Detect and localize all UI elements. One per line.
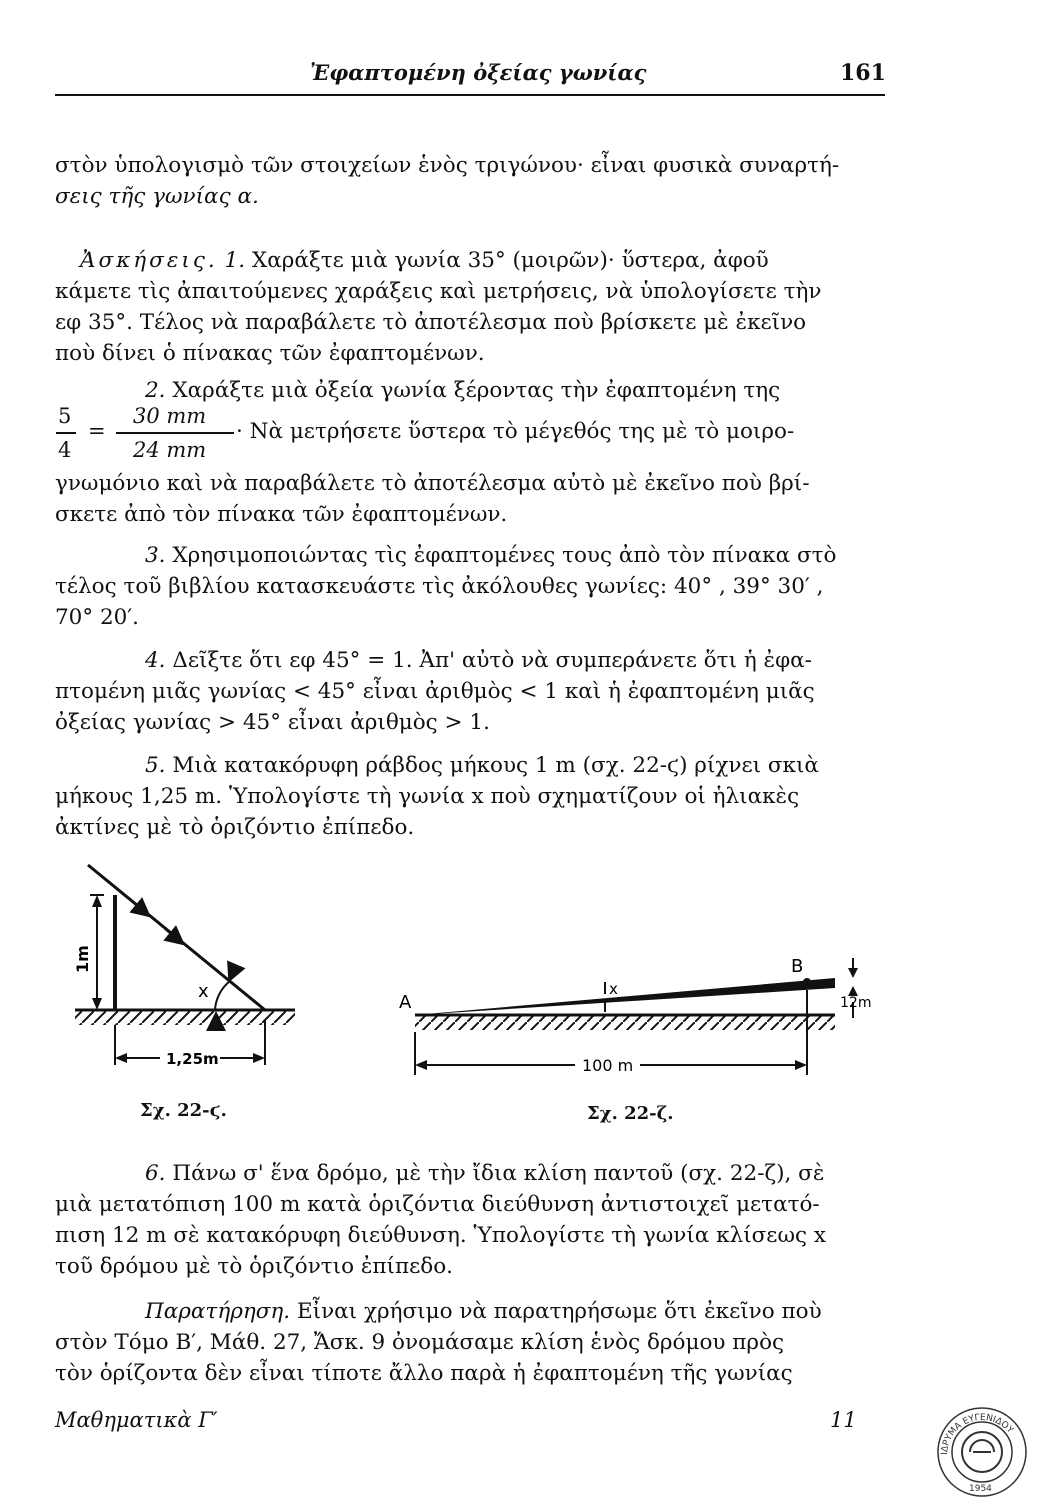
exercise-4-line-1: Δεῖξτε ὅτι εφ 45° = 1. Ἀπ' αὐτὸ νὰ συμπεράνετε ὅτι ἡ ἐφα- (172, 648, 812, 673)
exercise-1-number: 1. (224, 248, 246, 273)
exercise-3 (55, 540, 885, 633)
exercise-2 (55, 375, 885, 406)
header-rule (55, 94, 885, 96)
exercises-label: Ἀσκήσεις. (80, 248, 218, 273)
foundation-seal (935, 1405, 1030, 1500)
footer-book-title: Μαθηματικὰ Γ′ (55, 1408, 218, 1432)
exercise-6-line-3: πιση 12 m σὲ κατακόρυφη διεύθυνση. Ὑπολογίστε τὴ γωνία κλίσεως x (55, 1223, 826, 1248)
exercise-4-number: 4. (145, 648, 166, 673)
point-a-label: A (399, 992, 412, 1013)
height-arrow-down (92, 998, 102, 1010)
ground-hatching (415, 1016, 835, 1030)
road-incline (415, 978, 835, 1015)
equals-sign: = (88, 419, 106, 443)
page-number: 161 (840, 60, 886, 86)
remark-label: Παρατήρηση. (145, 1299, 291, 1324)
exercise-4 (55, 645, 885, 738)
intro-line-2: σεις τῆς γωνίας α. (55, 184, 259, 209)
figure-22-z (395, 950, 885, 1085)
shadow-arrow-right (253, 1053, 265, 1063)
exercise-2-line-4: σκετε ἀπὸ τὸν πίνακα τῶν ἐφαπτομένων. (55, 502, 508, 527)
rise-label: 12m (840, 995, 872, 1011)
ray-arrow-2 (165, 929, 182, 943)
run-label: 100 m (582, 1056, 634, 1075)
ground-hatching (75, 1011, 295, 1025)
figure-22-st-caption: Σχ. 22-ϛ. (140, 1100, 227, 1121)
remark-paragraph (55, 1296, 885, 1389)
fraction-30mm-numerator: 30 mm (133, 404, 207, 428)
fraction-5-numerator: 5 (58, 404, 72, 428)
running-header-title: Ἐφαπτομένη ὀξείας γωνίας (310, 60, 647, 85)
exercise-2-line-2: · Νὰ μετρήσετε ὕστερα τὸ μέγεθός της μὲ τὸ μοιρο- (236, 419, 795, 444)
exercise-6-line-2: μιὰ μετατόπιση 100 m κατὰ ὁριζόντια διεύθυνση ἀντιστοιχεῖ μετατό- (55, 1192, 820, 1217)
exercise-5-line-2: μήκους 1,25 m. Ὑπολογίστε τὴ γωνία x ποὺ σχηματίζουν οἱ ἡλιακὲς (55, 784, 800, 809)
angle-x-label: x (198, 981, 209, 1002)
exercise-3-line-1: Χρησιμοποιώντας τὶς ἐφαπτομένες τους ἀπὸ τὸν πίνακα στὸ (172, 543, 837, 568)
exercise-3-line-3: 70° 20′. (55, 605, 140, 630)
exercise-1-line-4: ποὺ δίνει ὁ πίνακας τῶν ἐφαπτομένων. (55, 341, 485, 366)
footer-signature-number: 11 (830, 1408, 857, 1432)
angle-arc (215, 981, 230, 1010)
remark-line-1: Εἶναι χρήσιμο νὰ παρατηρήσωμε ὅτι ἐκεῖνο ποὺ (296, 1299, 822, 1324)
rise-arrowhead-top (848, 968, 858, 978)
height-label: 1m (73, 945, 92, 973)
fraction-bar-1 (56, 432, 76, 434)
angle-x-label: x (609, 980, 618, 998)
remark-line-3: τὸν ὁρίζοντα δὲν εἶναι τίποτε ἄλλο παρὰ ἡ ἐφαπτομένη τῆς γωνίας (55, 1361, 793, 1386)
exercise-5-line-3: ἀκτίνες μὲ τὸ ὁριζόντιο ἐπίπεδο. (55, 815, 415, 840)
intro-line-1: στὸν ὑπολογισμὸ τῶν στοιχείων ἑνὸς τριγώνου· εἶναι φυσικὰ συναρτή- (55, 153, 840, 178)
figure-22-z-caption: Σχ. 22-ζ. (587, 1103, 674, 1124)
exercise-1-line-1: Χαράξτε μιὰ γωνία 35° (μοιρῶν)· ὕστερα, ἀφοῦ (251, 248, 769, 273)
exercise-5-line-1: Μιὰ κατακόρυφη ράβδος μήκους 1 m (σχ. 22-ϛ) ρίχνει σκιὰ (172, 753, 819, 778)
ray-arrow-1 (130, 900, 148, 915)
fraction-4-denominator: 4 (58, 438, 72, 462)
point-b (803, 978, 811, 986)
seal-foundation-name: ΙΔΡΥΜΑ ΕΥΓΕΝΙΔΟΥ (939, 1412, 1015, 1456)
figure-22-st (70, 855, 300, 1075)
fraction-bar-2 (116, 432, 234, 434)
exercise-1-line-3: εφ 35°. Τέλος νὰ παραβάλετε τὸ ἀποτέλεσμα ποὺ βρίσκετε μὲ ἐκεῖνο (55, 310, 807, 335)
exercise-5-number: 5. (145, 753, 166, 778)
exercise-4-line-2: πτομένη μιᾶς γωνίας < 45° εἶναι ἀριθμὸς < 1 καὶ ἡ ἐφαπτομένη μιᾶς (55, 679, 815, 704)
exercise-6-number: 6. (145, 1161, 166, 1186)
exercise-2-line-1: Χαράξτε μιὰ ὀξεία γωνία ξέροντας τὴν ἐφαπτομένη της (172, 378, 781, 403)
svg-text:ΙΔΡΥΜΑ ΕΥΓΕΝΙΔΟΥ (940, 1413, 1015, 1455)
exercise-6-line-1: Πάνω σ' ἕνα δρόμο, μὲ τὴν ἴδια κλίση παντοῦ (σχ. 22-ζ), σὲ (172, 1161, 825, 1186)
angle-arrow-top (230, 965, 236, 979)
exercise-2-number: 2. (145, 378, 166, 403)
exercise-3-number: 3. (145, 543, 166, 568)
remark-line-2: στὸν Τόμο Β′, Μάθ. 27, Ἄσκ. 9 ὀνομάσαμε κλίση ἑνὸς δρόμου πρὸς (55, 1330, 785, 1355)
exercise-2-continued (55, 468, 885, 530)
intro-paragraph (55, 150, 885, 212)
exercise-1-line-2: κάμετε τὶς ἀπαιτούμενες χαράξεις καὶ μετρήσεις, νὰ ὑπολογίσετε τὴν (55, 279, 822, 304)
run-arrow-left (415, 1060, 427, 1070)
shadow-arrow-left (115, 1053, 127, 1063)
exercise-4-line-3: ὀξείας γωνίας > 45° εἶναι ἀριθμὸς > 1. (55, 710, 490, 735)
height-arrow-up (92, 895, 102, 907)
exercise-6-line-4: τοῦ δρόμου μὲ τὸ ὁριζόντιο ἐπίπεδο. (55, 1254, 453, 1279)
exercise-3-line-2: τέλος τοῦ βιβλίου κατασκευάστε τὶς ἀκόλουθες γωνίες: 40° , 39° 30′ , (55, 574, 824, 599)
run-arrow-right (795, 1060, 807, 1070)
point-b-label: B (791, 956, 804, 977)
exercise-6 (55, 1158, 885, 1282)
exercise-5 (55, 750, 885, 843)
seal-year: 1954 (969, 1484, 992, 1494)
fraction-24mm-denominator: 24 mm (133, 438, 207, 462)
exercise-1 (55, 245, 885, 369)
shadow-label: 1,25m (166, 1050, 219, 1068)
exercise-2-line-3: γνωμόνιο καὶ νὰ παραβάλετε τὸ ἀποτέλεσμα αὐτὸ μὲ ἐκεῖνο ποὺ βρί- (55, 471, 810, 496)
